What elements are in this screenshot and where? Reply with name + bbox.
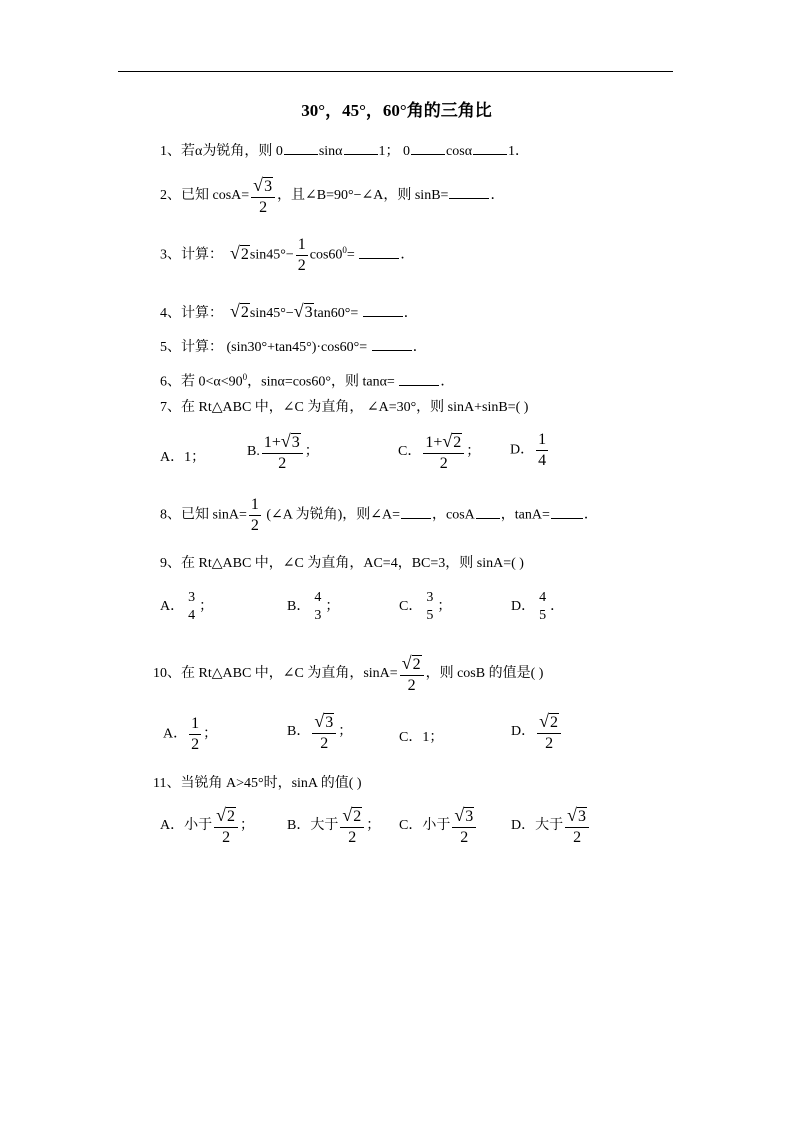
option-d: D．大于 $\frac{√3}{2}$ bbox=[511, 806, 591, 846]
question-7: 7、在 Rt△ABC 中，∠C 为直角， ∠A=30°，则 sinA+sinB=( ) bbox=[160, 400, 529, 415]
fraction: $\frac{√2}{2}$ bbox=[214, 806, 238, 846]
fraction: $\frac{√2}{2}$ bbox=[400, 654, 424, 694]
fraction: $\frac{1+√3}{2}$ bbox=[262, 432, 303, 472]
fraction: $\frac{√2}{2}$ bbox=[340, 806, 364, 846]
answer-blank[interactable] bbox=[284, 140, 318, 155]
question-6: 6、若 $0<\alpha<90^0$，sinα=cos60°，则 tanα= ． bbox=[160, 372, 455, 390]
question-1: 1、若α为锐角，则 0 sinα 1； 0 cosα 1． bbox=[160, 140, 529, 162]
question-2: 2、已知 cosA= $\frac{√3}{2}$ ，且∠B=90°−∠A，则 sinB= ． bbox=[160, 175, 505, 216]
option-a: A． 3 4 ； bbox=[160, 590, 214, 623]
answer-blank[interactable] bbox=[551, 504, 583, 519]
option-a: A．小于 $\frac{√2}{2}$ ； bbox=[160, 805, 255, 846]
option-c: C．1； bbox=[399, 730, 444, 745]
top-rule bbox=[118, 71, 673, 72]
option-d: D． $\frac{√2}{2}$ bbox=[511, 712, 563, 752]
fraction: $\frac{√2}{2}$ bbox=[537, 712, 561, 752]
question-5: 5、计算： (sin30°+tan45°)·cos60°= ． bbox=[160, 336, 427, 358]
option-a: A．1； bbox=[160, 450, 206, 465]
fraction: $\frac{√3}{2}$ bbox=[312, 712, 336, 752]
answer-blank[interactable] bbox=[401, 504, 431, 519]
answer-blank[interactable] bbox=[449, 184, 489, 199]
fraction: $\frac{1+√2}{2}$ bbox=[423, 432, 464, 472]
answer-blank[interactable] bbox=[372, 336, 412, 351]
fraction: $\frac{√3}{2}$ bbox=[452, 806, 476, 846]
option-b: B．大于 $\frac{√2}{2}$ ； bbox=[287, 805, 381, 846]
fraction: 3 5 bbox=[426, 590, 434, 623]
fraction: $\frac{1}{4}$ bbox=[538, 431, 547, 469]
question-9: 9、在 Rt△ABC 中，∠C 为直角，AC=4，BC=3，则 sinA=( ) bbox=[160, 556, 524, 571]
page-title: 30°，45°，60°角的三角比 bbox=[301, 101, 492, 120]
question-8: 8、已知 sinA= $\frac{1}{2}$ (∠A 为锐角)，则∠A= ，cosA ，tanA= ． bbox=[160, 496, 598, 534]
fraction: $\frac{1}{2}$ bbox=[250, 496, 259, 534]
answer-blank[interactable] bbox=[359, 244, 399, 259]
question-4: 4、计算： √2sin45°−√3tan60°= ． bbox=[160, 301, 418, 321]
option-a: A． $\frac{1}{2}$ ； bbox=[163, 715, 218, 753]
option-c: C． 3 5 ； bbox=[399, 590, 452, 623]
answer-blank[interactable] bbox=[411, 140, 445, 155]
option-d: D． $\frac{1}{4}$ bbox=[510, 431, 547, 469]
question-3: 3、计算： √2sin45°− $\frac{1}{2}$ $\cos 60^0=$ ． bbox=[160, 236, 415, 274]
question-10: 10、在 Rt△ABC 中，∠C 为直角，sinA= $\frac{√2}{2}$ ，则 cosB 的值是( ) bbox=[153, 653, 544, 694]
option-c: C． $\frac{1+√2}{2}$ ； bbox=[398, 431, 481, 472]
answer-blank[interactable] bbox=[473, 140, 507, 155]
answer-blank[interactable] bbox=[476, 504, 500, 519]
option-b: B． $\frac{√3}{2}$ ； bbox=[287, 711, 353, 752]
option-b: B． 4 3 ； bbox=[287, 590, 340, 623]
answer-blank[interactable] bbox=[399, 371, 439, 386]
option-d: D． 4 5 ． bbox=[511, 590, 565, 623]
answer-blank[interactable] bbox=[344, 140, 378, 155]
fraction: $\frac{1}{2}$ bbox=[297, 236, 306, 274]
question-11: 11、当锐角 A>45°时，sinA 的值( ) bbox=[153, 776, 362, 791]
fraction: 4 3 bbox=[314, 590, 322, 623]
option-c: C．小于 $\frac{√3}{2}$ bbox=[399, 806, 478, 846]
fraction: $\frac{√3}{2}$ bbox=[251, 176, 275, 216]
fraction: $\frac{1}{2}$ bbox=[191, 715, 200, 753]
option-b: B. $\frac{1+√3}{2}$ ； bbox=[247, 431, 319, 472]
fraction: 4 5 bbox=[539, 590, 547, 623]
fraction: 3 4 bbox=[188, 590, 196, 623]
answer-blank[interactable] bbox=[363, 302, 403, 317]
fraction: $\frac{√3}{2}$ bbox=[565, 806, 589, 846]
